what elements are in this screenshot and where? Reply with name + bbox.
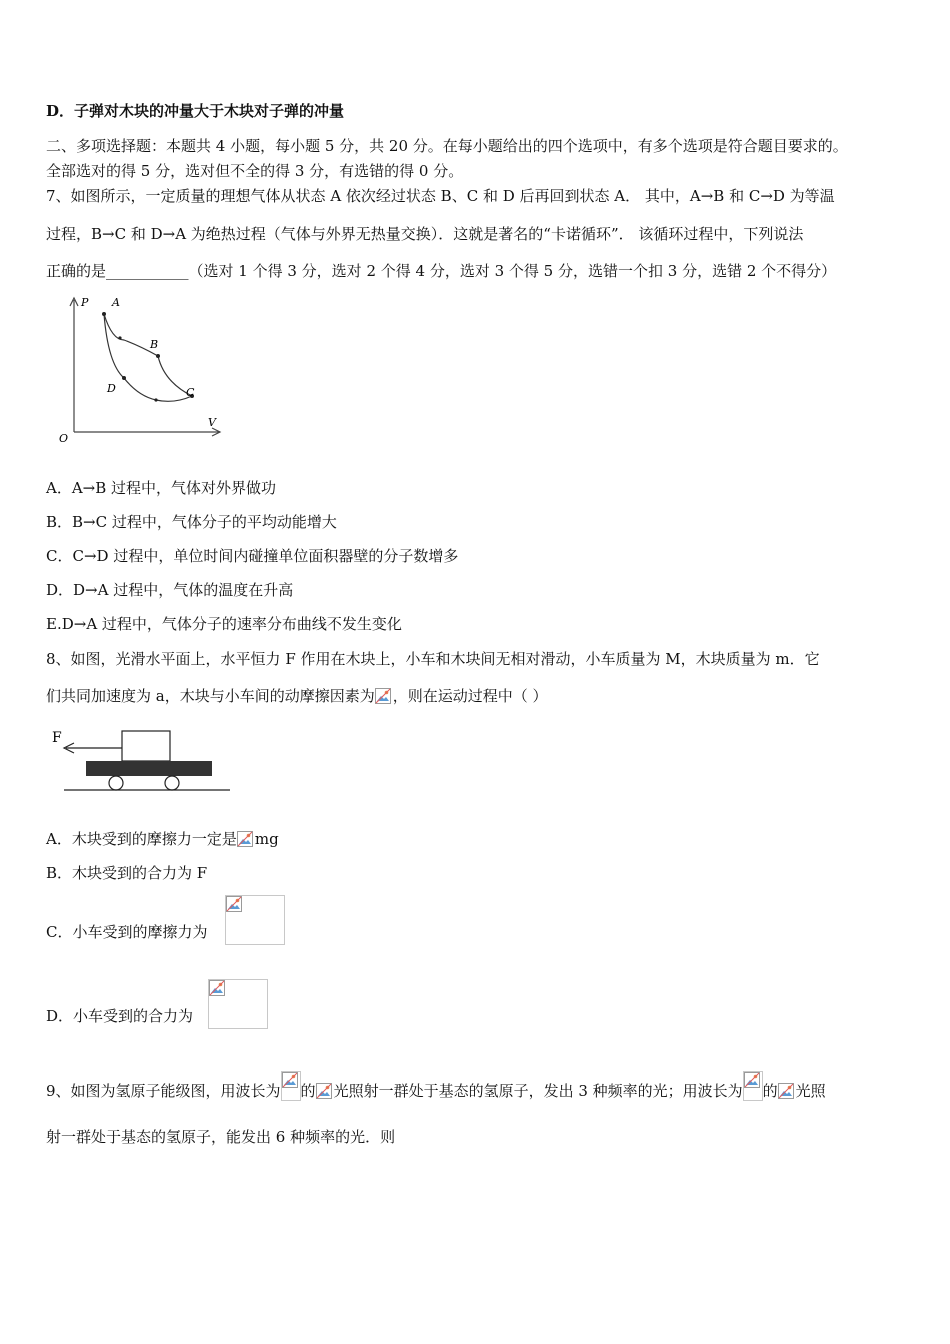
label-a: A: [112, 296, 120, 309]
broken-image-icon: [209, 980, 225, 996]
q9-text-part4: 的: [762, 1082, 778, 1100]
axis-p-label: P: [81, 296, 89, 309]
section2-heading: 二、多项选择题：本题共 4 小题，每小题 5 分，共 20 分。在每小题给出的四个选项中，有多个选项是符合题目要求的。: [46, 137, 848, 155]
block: [122, 731, 170, 761]
mu-image-icon: [375, 688, 393, 706]
q7-option-e: E.D→A 过程中，气体分子的速率分布曲线不发生变化: [46, 615, 402, 633]
axis-v-label: V: [208, 416, 216, 429]
q8-option-d: D．小车受到的合力为: [46, 1007, 194, 1025]
q7-stem-line1: 7、如图所示，一定质量的理想气体从状态 A 依次经过状态 B、C 和 D 后再回到状态 A． 其中，A→B 和 C→D 为等温: [46, 187, 835, 205]
q7-stem-line2: 过程，B→C 和 D→A 为绝热过程（气体与外界无热量交换）．这就是著名的“卡诺循环”． 该循环过程中，下列说法: [46, 225, 804, 243]
q8-stem-line2: [46, 686, 548, 706]
q9-text-part2: 的: [300, 1082, 316, 1100]
label-d: D: [107, 382, 116, 395]
lambda1-value-image: [316, 1083, 334, 1101]
q7-answer-blank: ___________: [106, 262, 189, 280]
point-d: [122, 376, 126, 380]
q7-option-c: C．C→D 过程中，单位时间内碰撞单位面积器壁的分子数增多: [46, 547, 459, 565]
friction-formula-image: [225, 895, 285, 945]
point-ab-mid: [118, 336, 121, 339]
q9-text-part1: 9、如图为氢原子能级图，用波长为: [46, 1082, 281, 1100]
point-a: [102, 312, 106, 316]
broken-image-icon: [226, 896, 242, 912]
q9-text-part3: 光照射一群处于基态的氢原子，发出 3 种频率的光；用波长为: [333, 1082, 743, 1100]
q8-option-a: [46, 829, 279, 849]
point-b: [156, 354, 160, 358]
q6-option-d: D．子弹对木块的冲量大于木块对子弹的冲量: [46, 102, 345, 120]
q7-option-d: D．D→A 过程中，气体的温度在升高: [46, 581, 294, 599]
wheel-left: [109, 776, 123, 790]
q8-stem-line1: 8、如图，光滑水平面上，水平恒力 F 作用在木块上，小车和木块间无相对滑动，小车质量为 M，木块质量为 m．它: [46, 650, 820, 668]
q7-stem-line3: [46, 261, 836, 281]
q7-option-a: A．A→B 过程中，气体对外界做功: [46, 479, 277, 497]
label-c: C: [186, 386, 195, 399]
q7-stem-prefix: 正确的是: [46, 262, 107, 280]
q9-stem-line1: [46, 1077, 826, 1107]
q8-stem-after: ，则在运动过程中（ ）: [392, 687, 548, 705]
q8-stem-before: 们共同加速度为 a，木块与小车间的动摩擦因素为: [46, 687, 375, 705]
cart-block-figure: [52, 726, 234, 796]
q8-option-a-unit: mg: [254, 830, 279, 848]
q8-option-a-text: A．木块受到的摩擦力一定是: [46, 830, 237, 848]
section2-note: 全部选对的得 5 分，选对但不全的得 3 分，有选错的得 0 分。: [46, 162, 464, 180]
q8-option-c: C．小车受到的摩擦力为: [46, 923, 208, 941]
wheel-right: [165, 776, 179, 790]
q8-option-b: B．木块受到的合力为 F: [46, 864, 208, 882]
q7-scoring-note: （选对 1 个得 3 分，选对 2 个得 4 分，选对 3 个得 5 分，选错一个扣 3 分，选错 2 个不得分）: [188, 262, 837, 280]
origin-label: O: [59, 432, 69, 444]
q7-option-b: B．B→C 过程中，气体分子的平均动能增大: [46, 513, 337, 531]
lambda1-image: [281, 1071, 301, 1101]
force-label: F: [52, 730, 62, 746]
lambda2-image: [743, 1071, 763, 1101]
pv-diagram: [56, 292, 226, 444]
q9-stem-line2: 射一群处于基态的氢原子，能发出 6 种频率的光．则: [46, 1128, 396, 1146]
label-b: B: [150, 338, 159, 351]
mu-image-icon: [237, 831, 255, 849]
lambda2-value-image: [778, 1083, 796, 1101]
q9-text-part5: 光照: [795, 1082, 826, 1100]
net-force-formula-image: [208, 979, 268, 1029]
cart-body: [86, 761, 212, 776]
point-da-mid: [154, 398, 157, 401]
